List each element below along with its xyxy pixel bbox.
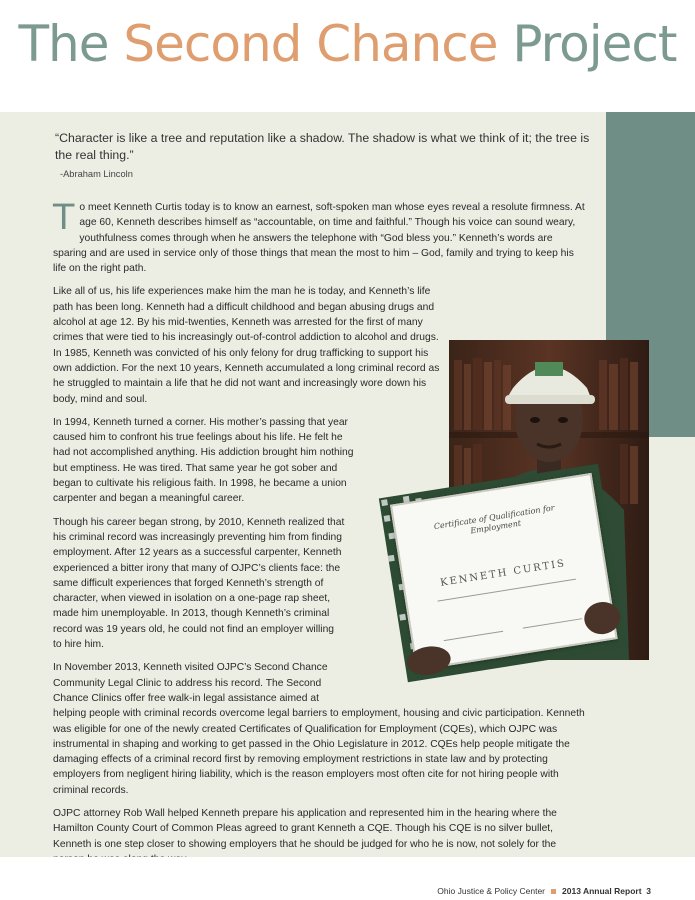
title-band xyxy=(0,0,695,112)
epigraph-quote: “Character is like a tree and reputation like a shadow. The shadow is what we think of it; the tree is the real thing.” xyxy=(55,131,590,162)
certificate-name: KENNETH CURTIS xyxy=(439,558,567,589)
article-paragraph-2: Like all of us, his life experiences make him the man he is today, and Kenneth’s life path has been long. Kenneth had a difficult childhood and began abusing drugs and alcohol at age 12. By his mid-twenties, Kenneth was arrested for the first of many crimes that were tied to his increasingly out-of-control addiction to alcohol and drugs. In 1985, Kenneth was convicted of his only felony for drug trafficking to support his own addiction. For the next 10 years, Kenneth accumulated a long criminal record as he struggled to maintain a life that he did not want and increasingly wore down his body, mind and soul. xyxy=(53,286,440,405)
footer-page-number: 3 xyxy=(646,886,651,896)
title-word-the: The xyxy=(18,15,109,73)
page-title xyxy=(0,12,695,76)
drop-cap: T xyxy=(53,198,75,238)
footer-report: 2013 Annual Report xyxy=(562,886,642,896)
article-paragraph-4: Though his career began strong, by 2010, Kenneth realized that his criminal record was increasingly preventing him from finding employment. After 12 years as a successful carpenter, Kenneth experienced a bitter irony that many of OJPC’s clients face: the same difficult experiences that forged Kenneth’s strength of character, when viewed in isolation on a one-page rap sheet, made him unemployable. In 2013, though Kenneth’s criminal record was 19 years old, he could not find an employer willing to hire him. xyxy=(53,516,345,651)
certificate-title: Certificate of Qualification for Employment xyxy=(433,503,556,536)
hands-illustration xyxy=(375,461,632,685)
footer-separator-square xyxy=(551,889,556,894)
article-paragraph-1 xyxy=(53,200,585,276)
article-paragraph-5: In November 2013, Kenneth visited OJPC’s Second Chance Community Legal Clinic to address his record. The Second Chance Clinics offer free walk-in legal assistance aimed at helping people with criminal records overcome legal barriers to employment, housing and civic participation. Kenneth was eligible for one of the newly created Certificates of Qualification for Employment (CQEs), which OJPC was instrumental in shaping and working to get passed in the Ohio Legislature in 2012. CQEs help people mitigate the damaging effects of a criminal record first by removing employment restrictions in state law and by protecting employers from negligent hiring liability, which is the reason employers most often cite for not hiring people with criminal records. xyxy=(53,662,585,796)
article-paragraph-3: In 1994, Kenneth turned a corner. His mother’s passing that year caused him to confront his true feelings about his life. He felt he had not accomplished anything. His addiction brought him nothing but emptiness. He was tired. That same year he got sober and began to cultivate his religious faith. In 1998, he became a union carpenter and began a meaningful career. xyxy=(53,416,354,505)
footer-org: Ohio Justice & Policy Center xyxy=(437,886,546,896)
article-paragraph-6: OJPC attorney Rob Wall helped Kenneth prepare his application and represented him in the hearing where the Hamilton County Court of Common Pleas agreed to grant Kenneth a CQE. Though his CQE is no silver bullet, Kenneth is one step closer to showing employers that he should be judged for who he is now, not solely for the xyxy=(53,807,557,850)
paragraph-1-text: o meet Kenneth Curtis today is to know an earnest, soft-spoken man whose eyes reveal a resolute firmness. At age 60, Kenneth describes himself as “accountable, on time and faithful.” Though his voice can sound weary, youthfulness comes through when he answers the telephone with “God bless you.” Kenneth’s words are sparing and are used in service only of those things that mean the most to him – God, family and trying to keep his life on the right path. xyxy=(53,202,585,275)
title-words-second-chance: Second Chance xyxy=(123,15,498,73)
certificate-photo xyxy=(375,461,632,685)
title-word-project: Project xyxy=(512,15,677,73)
page-footer xyxy=(437,886,651,896)
epigraph-author: -Abraham Lincoln xyxy=(60,169,133,179)
